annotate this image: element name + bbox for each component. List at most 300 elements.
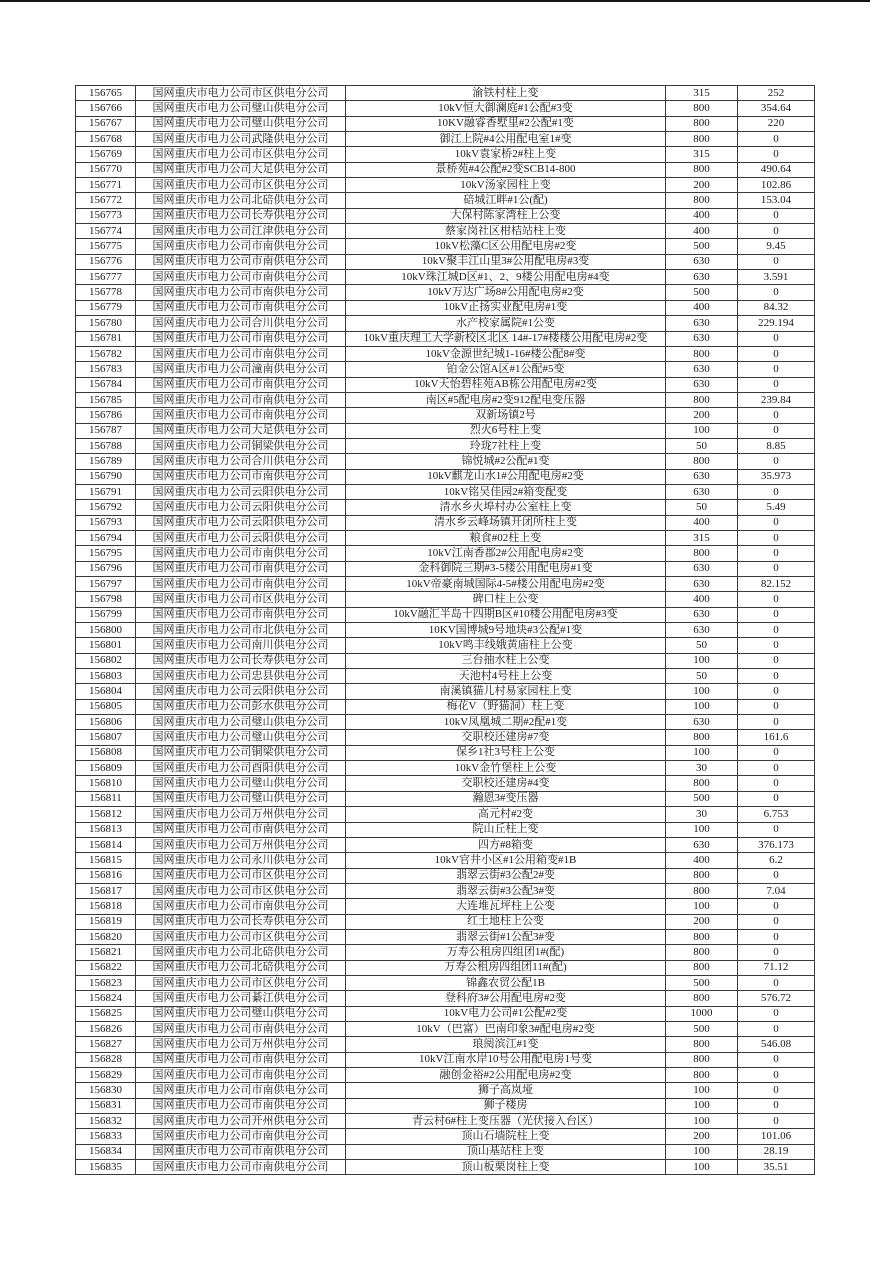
cell-company: 国网重庆市电力公司市区供电分公司	[136, 86, 346, 101]
cell-value: 0	[738, 362, 815, 377]
cell-capacity: 1000	[666, 1006, 738, 1021]
cell-company: 国网重庆市电力公司市南供电分公司	[136, 1129, 346, 1144]
cell-record-id: 156818	[76, 899, 136, 914]
cell-capacity: 630	[666, 623, 738, 638]
cell-capacity: 630	[666, 362, 738, 377]
table-row	[76, 776, 815, 791]
cell-capacity: 800	[666, 162, 738, 177]
cell-station-name: 10kV融汇半岛十四期B区#10楼公用配电房#3变	[346, 607, 666, 622]
cell-capacity: 30	[666, 761, 738, 776]
table-row	[76, 86, 815, 101]
cell-station-name: 交职校还建房#4变	[346, 776, 666, 791]
cell-value: 0	[738, 1068, 815, 1083]
cell-station-name: 院山丘柱上变	[346, 822, 666, 837]
table-row	[76, 408, 815, 423]
cell-value: 0	[738, 914, 815, 929]
cell-company: 国网重庆市电力公司市区供电分公司	[136, 147, 346, 162]
cell-company: 国网重庆市电力公司市南供电分公司	[136, 469, 346, 484]
cell-capacity: 630	[666, 577, 738, 592]
cell-value: 28.19	[738, 1144, 815, 1159]
table-row	[76, 1037, 815, 1052]
cell-capacity: 200	[666, 1129, 738, 1144]
cell-capacity: 100	[666, 699, 738, 714]
cell-value: 0	[738, 761, 815, 776]
cell-station-name: 清水乡火埠村办公室柱上变	[346, 500, 666, 515]
table-row	[76, 669, 815, 684]
table-row	[76, 1068, 815, 1083]
cell-station-name: 锦悦城#2公配#1变	[346, 454, 666, 469]
cell-record-id: 156787	[76, 423, 136, 438]
cell-station-name: 10kV聚丰江山里3#公用配电房#3变	[346, 254, 666, 269]
cell-company: 国网重庆市电力公司璧山供电分公司	[136, 116, 346, 131]
table-row	[76, 1006, 815, 1021]
cell-station-name: 10kV万达广场8#公用配电房#2变	[346, 285, 666, 300]
cell-station-name: 粮食#02柱上变	[346, 530, 666, 545]
cell-capacity: 630	[666, 316, 738, 331]
cell-record-id: 156804	[76, 684, 136, 699]
cell-station-name: 景桥苑#4公配#2变SCB14-800	[346, 162, 666, 177]
cell-record-id: 156777	[76, 270, 136, 285]
cell-company: 国网重庆市电力公司市南供电分公司	[136, 1144, 346, 1159]
table-row	[76, 699, 815, 714]
cell-company: 国网重庆市电力公司璧山供电分公司	[136, 1006, 346, 1021]
cell-capacity: 100	[666, 1144, 738, 1159]
cell-value: 0	[738, 132, 815, 147]
cell-capacity: 100	[666, 1160, 738, 1175]
page-top-border	[0, 0, 870, 2]
cell-capacity: 800	[666, 132, 738, 147]
cell-station-name: 万寿公租房四组团11#(配)	[346, 960, 666, 975]
table-row	[76, 224, 815, 239]
cell-value: 0	[738, 868, 815, 883]
cell-value: 0	[738, 684, 815, 699]
cell-value: 161.6	[738, 730, 815, 745]
cell-capacity: 630	[666, 484, 738, 499]
cell-value: 0	[738, 592, 815, 607]
cell-value: 0	[738, 638, 815, 653]
cell-station-name: 大连堆瓦坪柱上公变	[346, 899, 666, 914]
cell-capacity: 800	[666, 101, 738, 116]
cell-record-id: 156828	[76, 1052, 136, 1067]
cell-value: 35.51	[738, 1160, 815, 1175]
cell-station-name: 10kV珠江城D区#1、2、9楼公用配电房#4变	[346, 270, 666, 285]
table-row	[76, 178, 815, 193]
cell-record-id: 156815	[76, 853, 136, 868]
cell-station-name: 10KV国博城9号地块#3公配#1变	[346, 623, 666, 638]
cell-record-id: 156835	[76, 1160, 136, 1175]
cell-company: 国网重庆市电力公司市南供电分公司	[136, 546, 346, 561]
cell-station-name: 10kV恒大御澜庭#1公配#3变	[346, 101, 666, 116]
cell-station-name: 狮子高岚垭	[346, 1083, 666, 1098]
table-row	[76, 239, 815, 254]
cell-station-name: 瀚恩3#变压器	[346, 791, 666, 806]
cell-company: 国网重庆市电力公司云阳供电分公司	[136, 515, 346, 530]
cell-record-id: 156813	[76, 822, 136, 837]
cell-company: 国网重庆市电力公司市南供电分公司	[136, 392, 346, 407]
cell-company: 国网重庆市电力公司市区供电分公司	[136, 975, 346, 990]
cell-station-name: 10kV（巴富）巴南印象3#配电房#2变	[346, 1021, 666, 1036]
cell-record-id: 156832	[76, 1114, 136, 1129]
table-row	[76, 623, 815, 638]
table-row	[76, 469, 815, 484]
table-row	[76, 945, 815, 960]
cell-station-name: 10kV江南香郡2#公用配电房#2变	[346, 546, 666, 561]
cell-record-id: 156801	[76, 638, 136, 653]
cell-capacity: 100	[666, 684, 738, 699]
cell-capacity: 800	[666, 454, 738, 469]
cell-company: 国网重庆市电力公司大足供电分公司	[136, 162, 346, 177]
cell-record-id: 156823	[76, 975, 136, 990]
cell-station-name: 狮子楼房	[346, 1098, 666, 1113]
cell-record-id: 156805	[76, 699, 136, 714]
cell-company: 国网重庆市电力公司永川供电分公司	[136, 853, 346, 868]
cell-station-name: 天池村4号柱上公变	[346, 669, 666, 684]
table-row	[76, 1021, 815, 1036]
cell-value: 0	[738, 1052, 815, 1067]
cell-value: 0	[738, 408, 815, 423]
table-row	[76, 208, 815, 223]
cell-value: 252	[738, 86, 815, 101]
cell-value: 220	[738, 116, 815, 131]
cell-record-id: 156811	[76, 791, 136, 806]
cell-station-name: 水产校家属院#1公变	[346, 316, 666, 331]
cell-station-name: 10kV官井小区#1公用箱变#1B	[346, 853, 666, 868]
cell-value: 0	[738, 1114, 815, 1129]
cell-record-id: 156833	[76, 1129, 136, 1144]
cell-capacity: 315	[666, 530, 738, 545]
cell-value: 7.04	[738, 883, 815, 898]
cell-record-id: 156779	[76, 300, 136, 315]
table-row	[76, 254, 815, 269]
cell-record-id: 156802	[76, 653, 136, 668]
cell-value: 576.72	[738, 991, 815, 1006]
cell-company: 国网重庆市电力公司璧山供电分公司	[136, 101, 346, 116]
cell-capacity: 315	[666, 86, 738, 101]
table-row	[76, 423, 815, 438]
cell-value: 9.45	[738, 239, 815, 254]
cell-capacity: 500	[666, 1021, 738, 1036]
cell-value: 0	[738, 1083, 815, 1098]
cell-capacity: 800	[666, 1052, 738, 1067]
cell-capacity: 100	[666, 899, 738, 914]
cell-record-id: 156824	[76, 991, 136, 1006]
cell-station-name: 10kV正扬实业配电房#1变	[346, 300, 666, 315]
table-row	[76, 346, 815, 361]
cell-capacity: 630	[666, 254, 738, 269]
cell-capacity: 50	[666, 500, 738, 515]
cell-value: 0	[738, 899, 815, 914]
table-row	[76, 883, 815, 898]
cell-record-id: 156788	[76, 438, 136, 453]
cell-company: 国网重庆市电力公司市区供电分公司	[136, 592, 346, 607]
cell-record-id: 156806	[76, 715, 136, 730]
cell-capacity: 800	[666, 991, 738, 1006]
cell-record-id: 156774	[76, 224, 136, 239]
cell-capacity: 800	[666, 730, 738, 745]
cell-record-id: 156782	[76, 346, 136, 361]
cell-capacity: 800	[666, 883, 738, 898]
cell-value: 0	[738, 561, 815, 576]
cell-record-id: 156831	[76, 1098, 136, 1113]
cell-record-id: 156797	[76, 577, 136, 592]
cell-value: 376.173	[738, 837, 815, 852]
cell-station-name: 融创金裕#2公用配电房#2变	[346, 1068, 666, 1083]
cell-station-name: 交职校还建房#7变	[346, 730, 666, 745]
cell-company: 国网重庆市电力公司市南供电分公司	[136, 300, 346, 315]
table-row	[76, 1160, 815, 1175]
cell-value: 5.49	[738, 500, 815, 515]
cell-company: 国网重庆市电力公司市南供电分公司	[136, 822, 346, 837]
cell-capacity: 800	[666, 392, 738, 407]
cell-record-id: 156770	[76, 162, 136, 177]
cell-record-id: 156765	[76, 86, 136, 101]
cell-capacity: 500	[666, 791, 738, 806]
cell-record-id: 156776	[76, 254, 136, 269]
cell-record-id: 156768	[76, 132, 136, 147]
cell-company: 国网重庆市电力公司北碚供电分公司	[136, 945, 346, 960]
cell-capacity: 630	[666, 377, 738, 392]
table-row	[76, 837, 815, 852]
cell-station-name: 顶山板栗岗柱上变	[346, 1160, 666, 1175]
table-row	[76, 1129, 815, 1144]
cell-station-name: 翡翠云街#1公配3#变	[346, 929, 666, 944]
cell-record-id: 156822	[76, 960, 136, 975]
cell-capacity: 500	[666, 285, 738, 300]
cell-capacity: 100	[666, 653, 738, 668]
cell-company: 国网重庆市电力公司市南供电分公司	[136, 1098, 346, 1113]
cell-value: 3.591	[738, 270, 815, 285]
table-row	[76, 270, 815, 285]
table-row	[76, 132, 815, 147]
cell-company: 国网重庆市电力公司彭水供电分公司	[136, 699, 346, 714]
table-row	[76, 546, 815, 561]
cell-station-name: 渝铁村柱上变	[346, 86, 666, 101]
cell-company: 国网重庆市电力公司武隆供电分公司	[136, 132, 346, 147]
table-row	[76, 991, 815, 1006]
cell-capacity: 800	[666, 929, 738, 944]
cell-station-name: 10kV天怡碧桂苑AB栋公用配电房#2变	[346, 377, 666, 392]
cell-capacity: 800	[666, 776, 738, 791]
cell-capacity: 500	[666, 239, 738, 254]
cell-capacity: 800	[666, 1037, 738, 1052]
cell-value: 490.64	[738, 162, 815, 177]
cell-record-id: 156790	[76, 469, 136, 484]
cell-value: 0	[738, 530, 815, 545]
cell-capacity: 800	[666, 868, 738, 883]
cell-value: 0	[738, 715, 815, 730]
cell-capacity: 200	[666, 408, 738, 423]
table-row	[76, 1083, 815, 1098]
cell-capacity: 630	[666, 331, 738, 346]
cell-record-id: 156819	[76, 914, 136, 929]
cell-station-name: 烈火6号柱上变	[346, 423, 666, 438]
cell-capacity: 50	[666, 638, 738, 653]
cell-record-id: 156769	[76, 147, 136, 162]
cell-station-name: 万寿公租房四组团1#(配)	[346, 945, 666, 960]
cell-company: 国网重庆市电力公司市南供电分公司	[136, 607, 346, 622]
cell-capacity: 800	[666, 116, 738, 131]
table-row	[76, 561, 815, 576]
cell-station-name: 10KV融睿香墅里#2公配#1变	[346, 116, 666, 131]
cell-capacity: 30	[666, 807, 738, 822]
cell-record-id: 156793	[76, 515, 136, 530]
cell-record-id: 156796	[76, 561, 136, 576]
cell-station-name: 锦鑫农贸公配1B	[346, 975, 666, 990]
cell-station-name: 10kV江南水岸10号公用配电房1号变	[346, 1052, 666, 1067]
cell-value: 0	[738, 1006, 815, 1021]
cell-company: 国网重庆市电力公司市南供电分公司	[136, 331, 346, 346]
cell-capacity: 630	[666, 607, 738, 622]
cell-company: 国网重庆市电力公司万州供电分公司	[136, 1037, 346, 1052]
table-body	[76, 86, 815, 1175]
table-row	[76, 914, 815, 929]
table-row	[76, 653, 815, 668]
cell-capacity: 400	[666, 592, 738, 607]
cell-record-id: 156781	[76, 331, 136, 346]
cell-company: 国网重庆市电力公司云阳供电分公司	[136, 500, 346, 515]
cell-record-id: 156825	[76, 1006, 136, 1021]
cell-record-id: 156809	[76, 761, 136, 776]
cell-value: 0	[738, 975, 815, 990]
cell-capacity: 630	[666, 715, 738, 730]
cell-value: 0	[738, 331, 815, 346]
table-row	[76, 868, 815, 883]
table-row	[76, 500, 815, 515]
cell-capacity: 400	[666, 300, 738, 315]
cell-value: 153.04	[738, 193, 815, 208]
cell-company: 国网重庆市电力公司市南供电分公司	[136, 346, 346, 361]
cell-value: 0	[738, 699, 815, 714]
cell-value: 0	[738, 776, 815, 791]
table-row	[76, 331, 815, 346]
cell-record-id: 156816	[76, 868, 136, 883]
cell-record-id: 156799	[76, 607, 136, 622]
cell-capacity: 100	[666, 1114, 738, 1129]
cell-station-name: 10kV重庆理工大学新校区北区 14#-17#楼楼公用配电房#2变	[346, 331, 666, 346]
cell-company: 国网重庆市电力公司市南供电分公司	[136, 1160, 346, 1175]
cell-station-name: 南溪镇猫儿村易家园柱上变	[346, 684, 666, 699]
cell-station-name: 顶山石墙院柱上变	[346, 1129, 666, 1144]
cell-value: 0	[738, 484, 815, 499]
cell-company: 国网重庆市电力公司市南供电分公司	[136, 239, 346, 254]
cell-company: 国网重庆市电力公司市南供电分公司	[136, 1068, 346, 1083]
cell-company: 国网重庆市电力公司市南供电分公司	[136, 1052, 346, 1067]
table-row	[76, 1114, 815, 1129]
cell-value: 0	[738, 546, 815, 561]
cell-value: 0	[738, 254, 815, 269]
table-row	[76, 438, 815, 453]
cell-value: 229.194	[738, 316, 815, 331]
table-row	[76, 392, 815, 407]
cell-station-name: 10kV金竹堡柱上公变	[346, 761, 666, 776]
table-row	[76, 638, 815, 653]
cell-company: 国网重庆市电力公司璧山供电分公司	[136, 791, 346, 806]
cell-value: 0	[738, 147, 815, 162]
cell-company: 国网重庆市电力公司市南供电分公司	[136, 377, 346, 392]
cell-record-id: 156783	[76, 362, 136, 377]
cell-capacity: 100	[666, 1098, 738, 1113]
cell-company: 国网重庆市电力公司长寿供电分公司	[136, 653, 346, 668]
cell-company: 国网重庆市电力公司铜梁供电分公司	[136, 745, 346, 760]
cell-value: 0	[738, 377, 815, 392]
cell-record-id: 156829	[76, 1068, 136, 1083]
cell-record-id: 156778	[76, 285, 136, 300]
cell-company: 国网重庆市电力公司潼南供电分公司	[136, 362, 346, 377]
cell-company: 国网重庆市电力公司市区供电分公司	[136, 929, 346, 944]
cell-station-name: 10kV麒龙山水1#公用配电房#2变	[346, 469, 666, 484]
cell-record-id: 156773	[76, 208, 136, 223]
cell-record-id: 156795	[76, 546, 136, 561]
table-row	[76, 454, 815, 469]
cell-company: 国网重庆市电力公司市南供电分公司	[136, 577, 346, 592]
cell-capacity: 200	[666, 914, 738, 929]
cell-station-name: 碚城江畔#1公(配)	[346, 193, 666, 208]
cell-capacity: 500	[666, 975, 738, 990]
cell-station-name: 大保村陈家湾柱上公变	[346, 208, 666, 223]
cell-record-id: 156826	[76, 1021, 136, 1036]
cell-company: 国网重庆市电力公司大足供电分公司	[136, 423, 346, 438]
cell-company: 国网重庆市电力公司璧山供电分公司	[136, 776, 346, 791]
cell-station-name: 保乡1社3号柱上公变	[346, 745, 666, 760]
cell-company: 国网重庆市电力公司市区供电分公司	[136, 868, 346, 883]
table-row	[76, 975, 815, 990]
cell-value: 0	[738, 669, 815, 684]
table-row	[76, 377, 815, 392]
cell-station-name: 玲珑7社柱上变	[346, 438, 666, 453]
cell-capacity: 630	[666, 270, 738, 285]
cell-value: 0	[738, 1021, 815, 1036]
cell-station-name: 三台抽水柱上公变	[346, 653, 666, 668]
cell-capacity: 800	[666, 546, 738, 561]
cell-record-id: 156771	[76, 178, 136, 193]
cell-station-name: 南区#5配电房#2变912配电变压器	[346, 392, 666, 407]
cell-company: 国网重庆市电力公司市南供电分公司	[136, 899, 346, 914]
cell-value: 0	[738, 454, 815, 469]
table-row	[76, 577, 815, 592]
cell-capacity: 50	[666, 669, 738, 684]
cell-capacity: 400	[666, 853, 738, 868]
cell-capacity: 315	[666, 147, 738, 162]
cell-record-id: 156820	[76, 929, 136, 944]
cell-capacity: 630	[666, 469, 738, 484]
cell-value: 0	[738, 1098, 815, 1113]
table-row	[76, 592, 815, 607]
cell-value: 354.64	[738, 101, 815, 116]
cell-station-name: 10kV袁家桥2#柱上变	[346, 147, 666, 162]
cell-company: 国网重庆市电力公司市北供电分公司	[136, 623, 346, 638]
table-row	[76, 791, 815, 806]
cell-company: 国网重庆市电力公司北碚供电分公司	[136, 193, 346, 208]
cell-value: 8.85	[738, 438, 815, 453]
cell-company: 国网重庆市电力公司长寿供电分公司	[136, 914, 346, 929]
cell-value: 0	[738, 945, 815, 960]
cell-record-id: 156807	[76, 730, 136, 745]
cell-station-name: 四方#8箱变	[346, 837, 666, 852]
cell-station-name: 翡翠云街#3公配3#变	[346, 883, 666, 898]
cell-station-name: 10kV凤凰城二期#2配#1变	[346, 715, 666, 730]
table-row	[76, 807, 815, 822]
cell-company: 国网重庆市电力公司万州供电分公司	[136, 807, 346, 822]
cell-record-id: 156780	[76, 316, 136, 331]
cell-station-name: 碑口柱上公变	[346, 592, 666, 607]
table-row	[76, 193, 815, 208]
cell-company: 国网重庆市电力公司江津供电分公司	[136, 224, 346, 239]
cell-company: 国网重庆市电力公司合川供电分公司	[136, 454, 346, 469]
table-row	[76, 300, 815, 315]
cell-company: 国网重庆市电力公司南川供电分公司	[136, 638, 346, 653]
cell-station-name: 高元村#2变	[346, 807, 666, 822]
cell-capacity: 800	[666, 193, 738, 208]
